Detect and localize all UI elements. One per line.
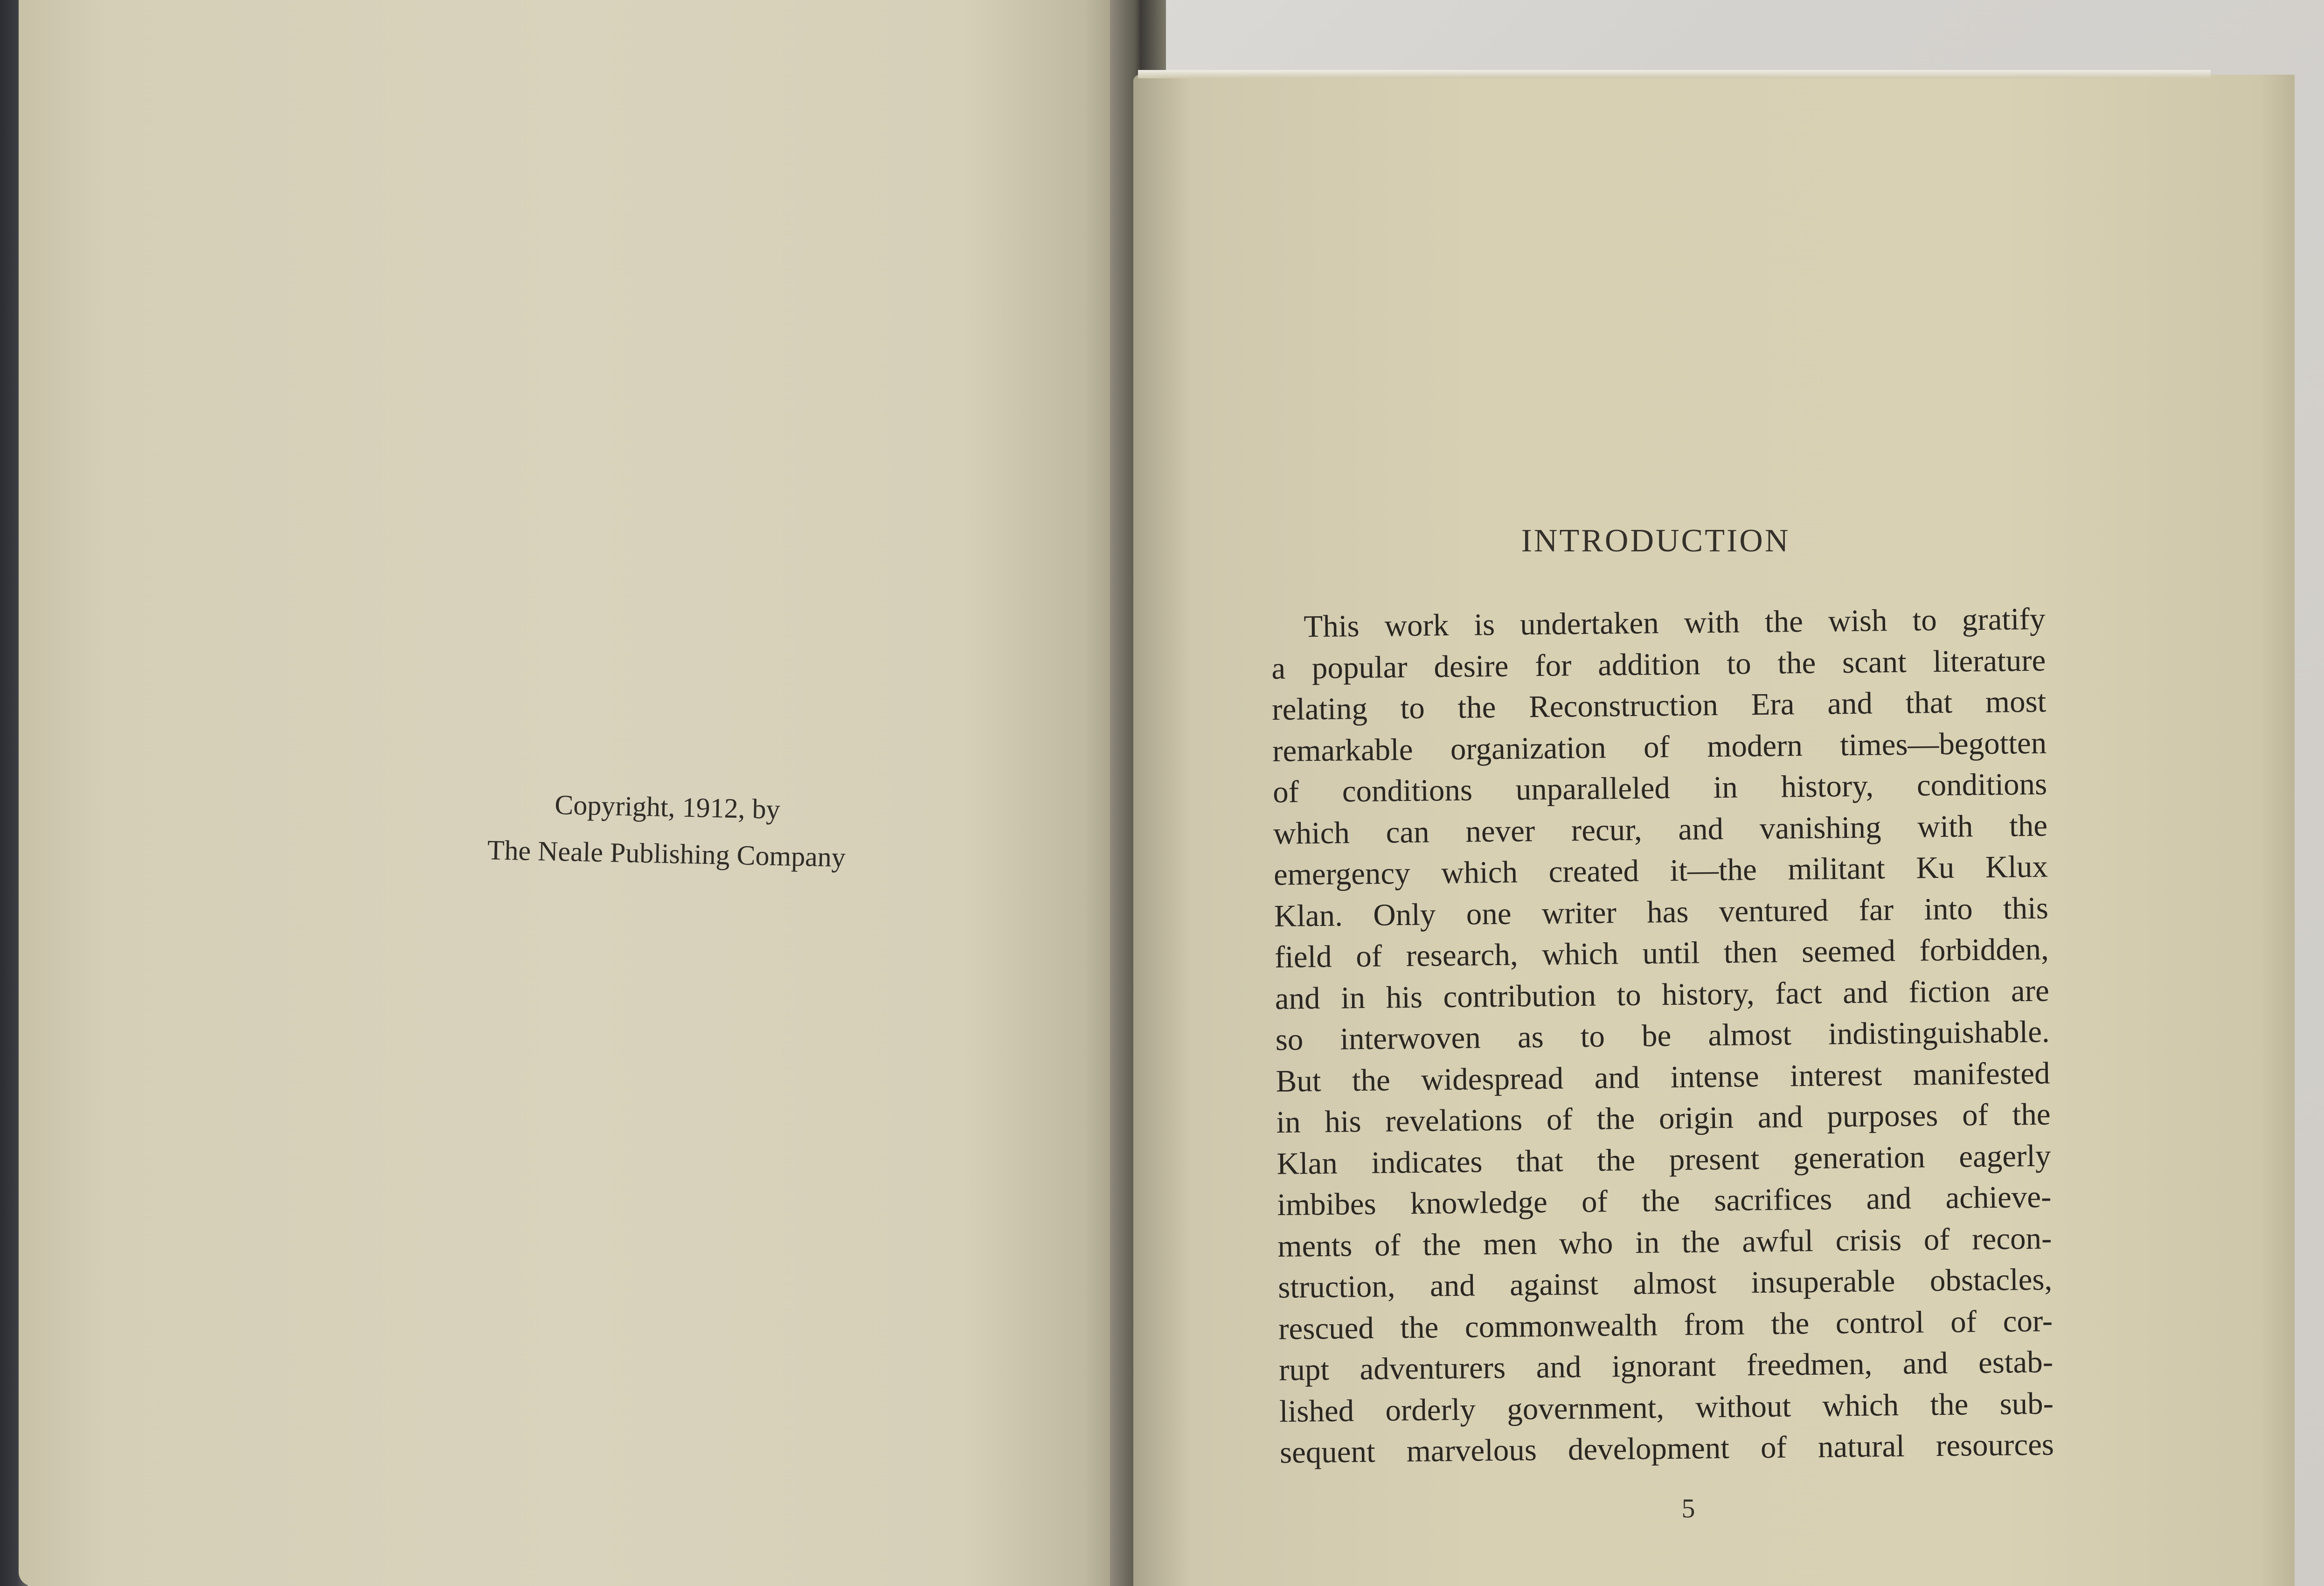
text-line: emergency which created it—the militant Ku Klux bbox=[1273, 849, 2048, 892]
text-line: so interwoven as to be almost indistinguishable. bbox=[1275, 1014, 2050, 1057]
page-edge bbox=[1138, 70, 2211, 78]
text-line: lished orderly government, without which the sub- bbox=[1279, 1386, 2054, 1429]
copyright-notice bbox=[409, 779, 924, 883]
introduction-text bbox=[1271, 598, 2054, 1474]
text-line: struction, and against almost insuperable obstacles, bbox=[1277, 1262, 2053, 1305]
text-line: field of research, which until then seemed forbidden, bbox=[1274, 932, 2049, 974]
text-line: and in his contribution to history, fact and fiction are bbox=[1275, 973, 2050, 1016]
text-line: in his revelations of the origin and purposes of the bbox=[1276, 1097, 2051, 1140]
text-line: relating to the Reconstruction Era and that most bbox=[1271, 684, 2047, 727]
text-line: imbibes knowledge of the sacrifices and achieve- bbox=[1277, 1179, 2052, 1222]
text-line: Klan. Only one writer has ventured far into this bbox=[1274, 890, 2049, 933]
text-line: But the widespread and intense interest manifested bbox=[1276, 1056, 2050, 1099]
text-line: which can never recur, and vanishing with the bbox=[1273, 808, 2048, 851]
text-line: This work is undertaken with the wish to gratify bbox=[1304, 601, 2046, 644]
publisher-line: The Neale Publishing Company bbox=[487, 834, 846, 873]
text-line: Klan indicates that the present generation eagerly bbox=[1276, 1138, 2051, 1181]
text-line: a popular desire for addition to the scant literature bbox=[1271, 643, 2046, 686]
text-line: of conditions unparalleled in history, conditions bbox=[1272, 766, 2047, 809]
chapter-title: INTRODUCTION bbox=[1521, 523, 1790, 559]
page-number: 5 bbox=[1681, 1493, 1695, 1523]
text-line: rescued the commonwealth from the control of cor- bbox=[1278, 1303, 2053, 1346]
text-line: rupt adventurers and ignorant freedmen, and estab- bbox=[1278, 1344, 2053, 1387]
text-line: sequent marvelous development of natural resources bbox=[1279, 1427, 2054, 1470]
text-line: ments of the men who in the awful crisis of recon- bbox=[1277, 1221, 2052, 1264]
text-line: remarkable organization of modern times—begotten bbox=[1272, 725, 2047, 768]
copyright-line: Copyright, 1912, by bbox=[554, 789, 781, 825]
